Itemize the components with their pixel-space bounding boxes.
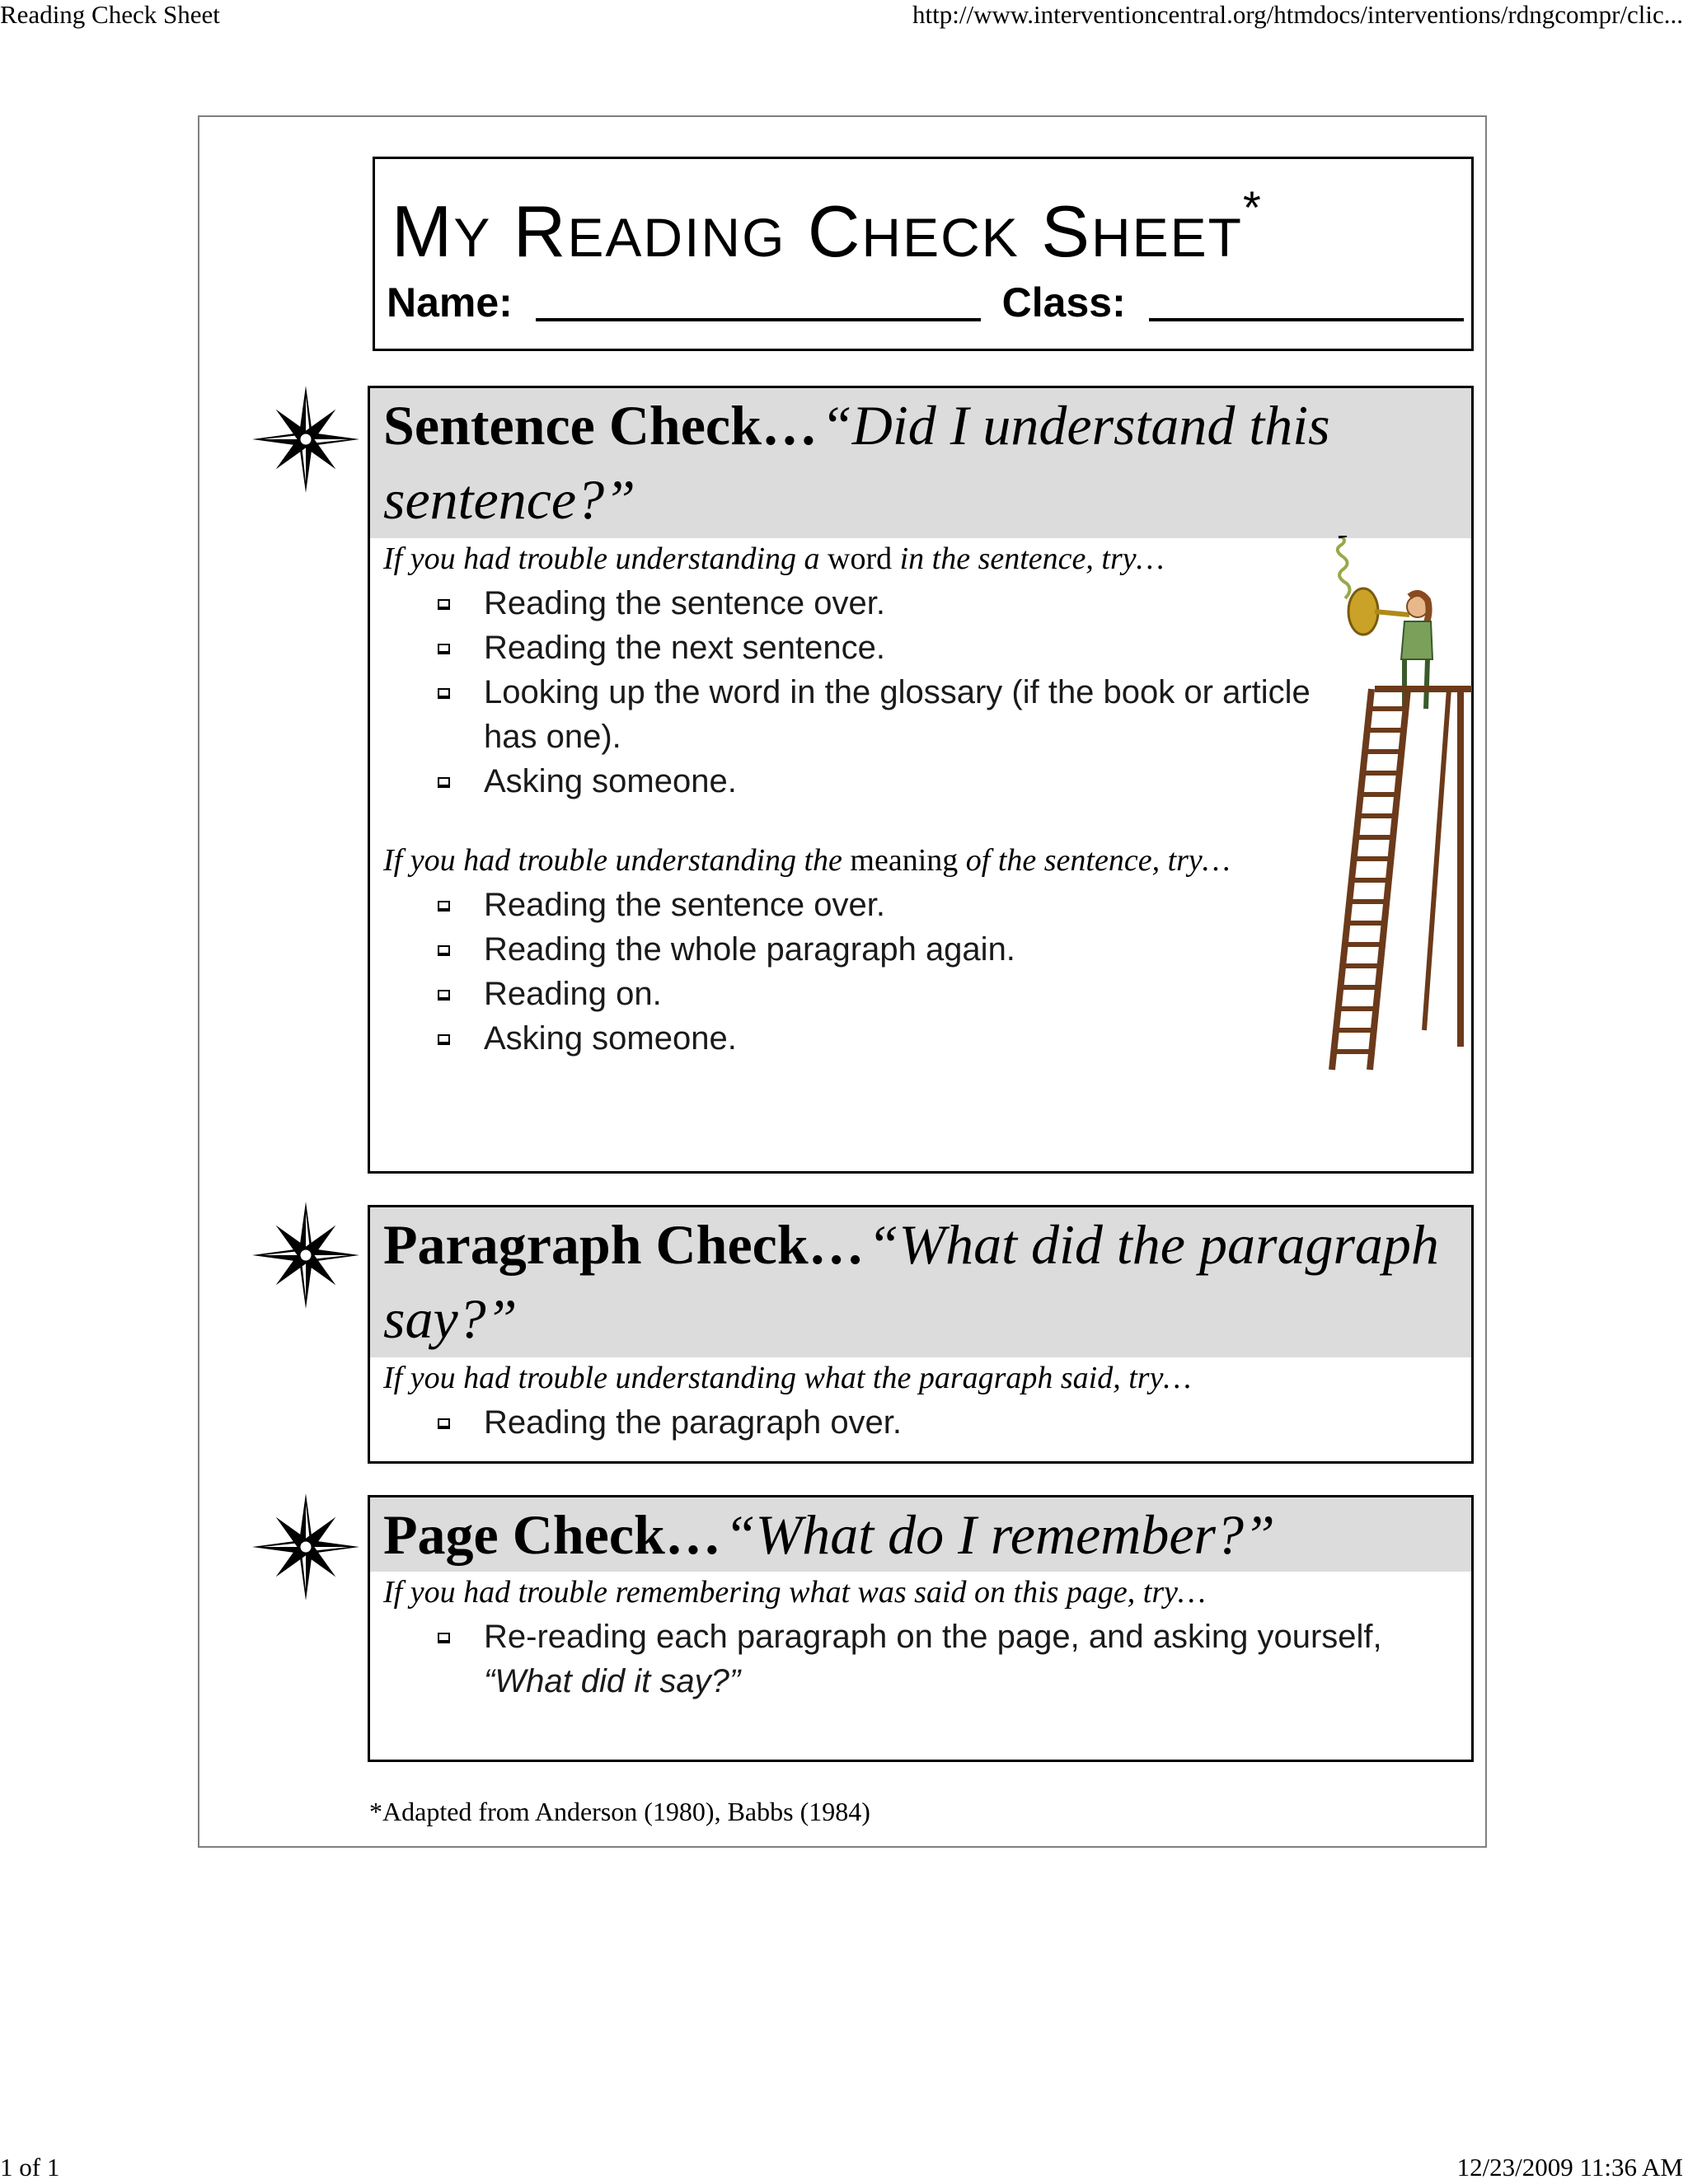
list-item: Re-reading each paragraph on the page, and asking yourself, “What did it say?” — [436, 1615, 1442, 1704]
sentence-check-heading: Sentence Check… “Did I understand this sentence?” — [370, 388, 1471, 538]
name-blank[interactable] — [536, 282, 981, 321]
paragraph-strategy-list — [436, 1400, 1343, 1445]
list-item: Looking up the word in the glossary (if the book or article has one). — [436, 670, 1333, 759]
page-check-box — [368, 1495, 1474, 1762]
ladder-trumpeter-illustration — [1325, 536, 1475, 1071]
checkbox-bullet-icon — [438, 644, 450, 654]
list-item: Asking someone. — [436, 759, 1343, 804]
sentence-check-box — [368, 386, 1474, 1174]
list-item: Asking someone. — [436, 1016, 1260, 1061]
checkbox-bullet-icon — [438, 901, 450, 912]
checkbox-bullet-icon — [438, 1418, 450, 1429]
page-check-heading: Page Check… “What do I remember?” — [370, 1497, 1471, 1572]
checkbox-bullet-icon — [438, 990, 450, 1001]
browser-page-title: Reading Check Sheet — [0, 0, 220, 29]
checkbox-bullet-icon — [438, 945, 450, 956]
checkbox-bullet-icon — [438, 688, 450, 699]
list-item: Reading on. — [436, 972, 1260, 1016]
checkbox-bullet-icon — [438, 1034, 450, 1045]
page-intro: If you had trouble remembering what was said on this page, try… — [383, 1575, 1206, 1610]
list-item: Reading the next sentence. — [436, 626, 1343, 670]
class-blank[interactable] — [1149, 282, 1464, 321]
name-label: Name: — [387, 279, 513, 326]
title-box — [373, 157, 1474, 351]
checkbox-bullet-icon — [438, 777, 450, 788]
checkbox-bullet-icon — [438, 599, 450, 610]
page-strategy-list — [436, 1615, 1442, 1704]
paragraph-check-heading: Paragraph Check… “What did the paragraph say?” — [370, 1207, 1471, 1357]
list-item: Reading the sentence over. — [436, 883, 1260, 927]
class-label: Class: — [1001, 279, 1126, 326]
list-item: Reading the whole paragraph again. — [436, 927, 1260, 972]
meaning-strategy-list — [436, 883, 1260, 1061]
sheet-title: MY READING CHECK SHEET* — [392, 181, 1263, 272]
list-item: Reading the sentence over. — [436, 581, 1343, 626]
name-class-row — [387, 278, 1464, 327]
paragraph-check-box — [368, 1205, 1474, 1464]
paragraph-intro: If you had trouble understanding what the paragraph said, try… — [383, 1361, 1192, 1395]
compass-star-icon — [252, 1202, 359, 1309]
browser-url: http://www.interventioncentral.org/htmdocs/interventions/rdngcompr/clic... — [912, 0, 1683, 29]
print-datetime: 12/23/2009 11:36 AM — [1456, 2153, 1683, 2182]
meaning-intro: If you had trouble understanding the meaning of the sentence, try… — [383, 843, 1231, 878]
compass-star-icon — [252, 1493, 359, 1601]
page-count: 1 of 1 — [0, 2153, 60, 2182]
list-item: Reading the paragraph over. — [436, 1400, 1343, 1445]
word-strategy-list — [436, 581, 1343, 804]
footnote: *Adapted from Anderson (1980), Babbs (1984) — [369, 1797, 870, 1826]
compass-star-icon — [252, 386, 359, 493]
checkbox-bullet-icon — [438, 1633, 450, 1643]
word-intro: If you had trouble understanding a word in the sentence, try… — [383, 541, 1165, 576]
